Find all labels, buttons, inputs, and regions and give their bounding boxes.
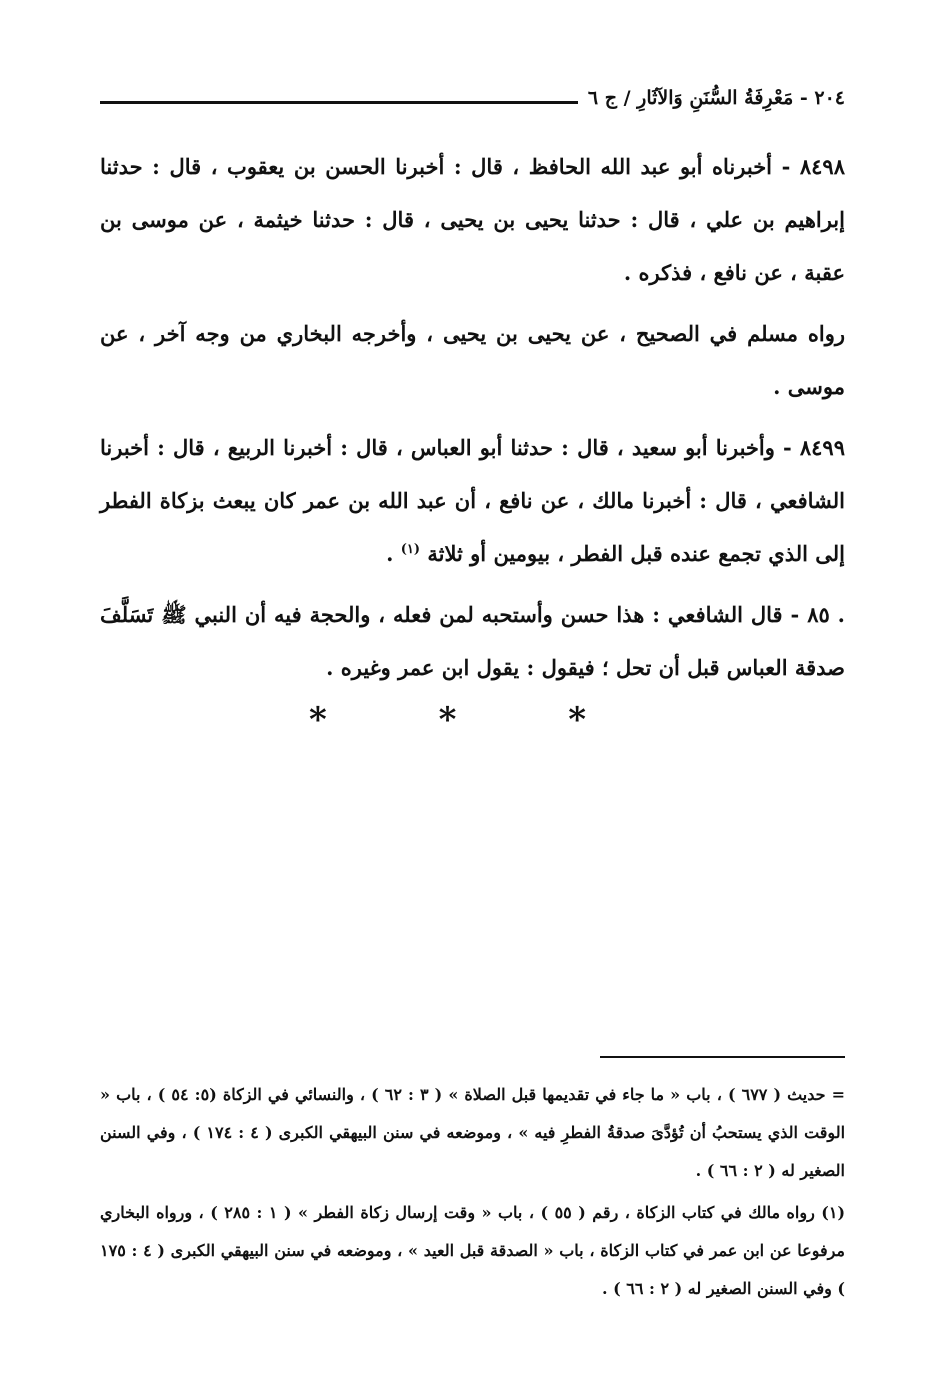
footnotes bbox=[100, 1076, 845, 1312]
footnote-reference: (١) bbox=[400, 542, 421, 557]
main-text bbox=[100, 140, 845, 702]
paragraph-8499-tail: . bbox=[386, 541, 401, 566]
footnote-rule bbox=[600, 1056, 845, 1058]
paragraph-85: . ٨٥ - قال الشافعي : هذا حسن وأستحبه لمن فعله ، والحجة فيه أن النبي ﷺ تَسَلَّفَ صدقة العباس قبل أن تحل ؛ فيقول : يقول ابن عمر وغيره . bbox=[100, 602, 845, 680]
paragraph-8499-text: ٨٤٩٩ - وأخبرنا أبو سعيد ، قال : حدثنا أبو العباس ، قال : أخبرنا الربيع ، قال : أخبرنا الشافعي ، قال : أخبرنا مالك ، عن نافع ، أن عبد الله بن عمر كان يبعث بزكاة الفطر إلى الذي تجمع عنده قبل الفطر ، بيومين أو ثلاثة bbox=[100, 435, 845, 566]
section-separator: * * * bbox=[308, 700, 636, 740]
paragraph-8498: ٨٤٩٨ - أخبرناه أبو عبد الله الحافظ ، قال : أخبرنا الحسن بن يعقوب ، قال : حدثنا إبراهيم بن علي ، قال : حدثنا يحيى بن يحيى ، قال : حدثنا خيثمة ، عن موسى بن عقبة ، عن نافع ، فذكره . bbox=[100, 154, 845, 285]
header-rule bbox=[100, 101, 578, 104]
page-header bbox=[100, 80, 845, 116]
running-header: ٢٠٤ - مَعْرِفَةُ السُّنَنِ وَالآثَارِ / ج ٦ bbox=[587, 87, 845, 109]
footnote-continuation: = حديث ( ٦٧٧ ) ، باب « ما جاء في تقديمها قبل الصلاة » ( ٣ : ٦٢ ) ، والنسائي في الزكاة (٥: ٥٤ ) ، باب « الوقت الذي يستحبُ أن تُؤدَّىَ صدقةُ الفطرِ فيه » ، وموضعه في سنن البيهقي الكبرى ( ٤ : ١٧٤ ) ، وفي السنن الصغير له ( ٢ : ٦٦ ) . bbox=[100, 1085, 846, 1180]
paragraph-8499 bbox=[100, 421, 845, 580]
footnote-1: (١) رواه مالك في كتاب الزكاة ، رقم ( ٥٥ ) ، باب « وقت إرسال زكاة الفطر » ( ١ : ٢٨٥ ) ، ورواه البخاري مرفوعا عن ابن عمر في كتاب الزكاة ، باب « الصدقة قبل العيد » ، وموضعه في سنن البيهقي الكبرى ( ٤ : ١٧٥ ) وفي السنن الصغير له ( ٢ : ٦٦ ) . bbox=[100, 1203, 846, 1298]
paragraph-narration: رواه مسلم في الصحيح ، عن يحيى بن يحيى ، وأخرجه البخاري من وجه آخر ، عن موسى . bbox=[100, 321, 845, 399]
